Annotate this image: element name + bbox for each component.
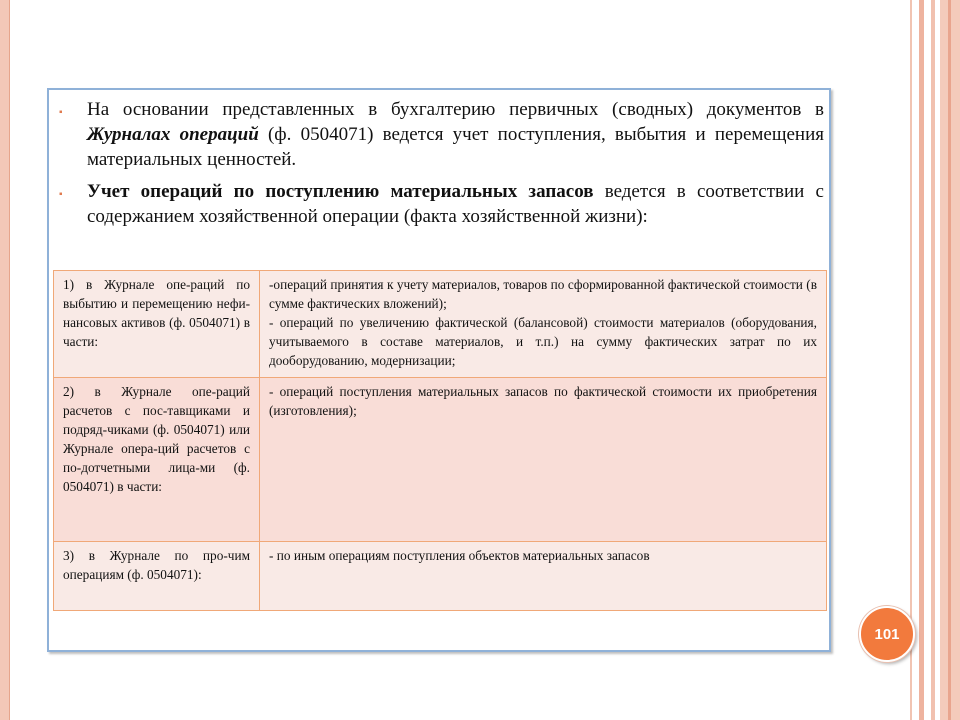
- table-row: [54, 271, 827, 378]
- bullet-item-2: [59, 179, 824, 229]
- journal-cell: 2) в Журнале опе-раций расчетов с пос-тавщиками и подряд-чиками (ф. 0504071) или Журнале опера-ций расчетов с по-дотчетными лица-ми (ф. 0504071) в части:: [54, 378, 260, 542]
- journal-cell: 3) в Журнале по про-чим операциям (ф. 0504071):: [54, 542, 260, 611]
- operation-line: - операций поступления материальных запасов по фактической стоимости их приобретения (изготовления);: [269, 384, 817, 418]
- bullet-2-text: ведется в соответствии с содержанием хозяйственной операции (факта хозяйственной жизни):: [87, 181, 824, 227]
- page-number-badge: 101: [859, 606, 915, 662]
- operation-line: - операций по увеличению фактической (балансовой) стоимости материалов (оборудования, учитываемого в составе материалов, и т.п.) на сумму фактических затрат по их дооборудованию, модернизации;: [269, 315, 817, 368]
- left-decorative-border: [0, 0, 10, 720]
- bullet-1-journal-term: Журналах операций: [87, 124, 259, 145]
- bullet-2-heading: Учет операций по поступлению материальных запасов: [87, 181, 594, 202]
- operations-cell: [260, 271, 827, 378]
- operations-table: [53, 270, 827, 611]
- bullet-square-icon: ▪: [59, 107, 63, 118]
- operations-cell: [260, 542, 827, 611]
- operation-line: - по иным операциям поступления объектов материальных запасов: [269, 548, 650, 563]
- operation-line: -операций принятия к учету материалов, товаров по сформированной фактической стоимости (в сумме фактических вложений);: [269, 277, 817, 311]
- journal-cell: 1) в Журнале опе-раций по выбытию и перемещению нефи-нансовых активов (ф. 0504071) в части:: [54, 271, 260, 378]
- table-row: [54, 542, 827, 611]
- right-decorative-stripes: [910, 0, 960, 720]
- bullet-square-icon: ▪: [59, 189, 63, 200]
- bullet-list: [59, 97, 824, 236]
- content-frame: [47, 88, 831, 652]
- table-row: [54, 378, 827, 542]
- bullet-1-text-start: На основании представленных в бухгалтерию первичных (сводных) документов в: [87, 99, 824, 120]
- operations-cell: [260, 378, 827, 542]
- bullet-item-1: [59, 97, 824, 172]
- bullet-1-text-end: (ф. 0504071) ведется учет поступления, выбытия и перемещения материальных ценностей.: [87, 124, 824, 170]
